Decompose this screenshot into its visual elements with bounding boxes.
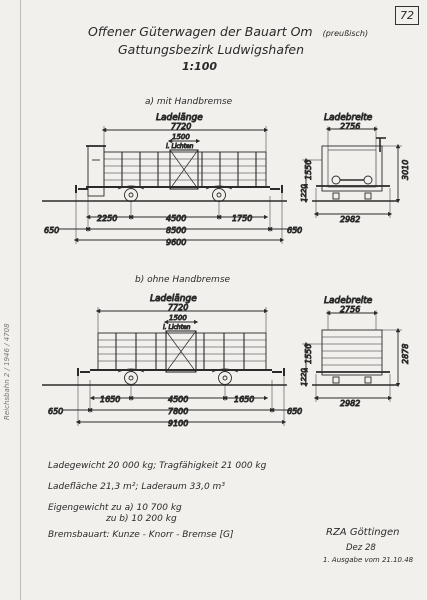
vb-over-body: 7800 bbox=[168, 407, 189, 416]
spec-bremsbauart: Bremsbauart: Kunze - Knorr - Bremse [G] bbox=[48, 530, 234, 540]
vb-ladebreite-label: Ladebreite bbox=[324, 296, 373, 306]
va-height-buffer: 1220 bbox=[300, 184, 308, 202]
title-note: (preußisch) bbox=[322, 29, 369, 38]
issuer-code: Dez 28 bbox=[346, 543, 376, 553]
title-line-2: Gattungsbezirk Ludwigshafen bbox=[118, 42, 305, 57]
brake-cabin bbox=[88, 146, 104, 196]
va-height-floor: 1550 bbox=[304, 159, 313, 180]
va-width-total: 2982 bbox=[340, 215, 361, 224]
wagon-body bbox=[104, 152, 266, 187]
vb-width-total: 2982 bbox=[340, 399, 361, 408]
va-ladebreite-value: 2756 bbox=[340, 122, 361, 131]
wheel-left bbox=[125, 189, 138, 202]
va-overhang-right: 650 bbox=[287, 226, 303, 235]
drawing-scale: 1:100 bbox=[182, 60, 218, 73]
va-dim-b: 4500 bbox=[166, 214, 187, 223]
variant-b-end-view bbox=[302, 310, 402, 402]
vb-dim-b: 4500 bbox=[168, 395, 189, 404]
wheel-left bbox=[125, 372, 138, 385]
spec-eigengewicht-b: zu b) 10 200 kg bbox=[106, 514, 177, 524]
vb-door-note: i. Lichten bbox=[163, 324, 191, 331]
wheel-right bbox=[219, 372, 232, 385]
wheel-right bbox=[213, 189, 226, 202]
va-height-total: 3010 bbox=[401, 159, 410, 180]
va-door-width: 1500 bbox=[172, 133, 190, 141]
end-wall bbox=[322, 146, 382, 191]
spec-ladegewicht: Ladegewicht 20 000 kg; Tragfähigkeit 21 000 kg bbox=[48, 461, 267, 471]
va-over-buffers: 9600 bbox=[166, 238, 187, 247]
va-dim-c: 1750 bbox=[232, 214, 253, 223]
spec-eigengewicht-a: Eigengewicht zu a) 10 700 kg bbox=[48, 503, 182, 513]
margin-note: Reichsbahn 2 / 1946 / 4708 bbox=[3, 323, 11, 420]
va-over-body: 8500 bbox=[166, 226, 187, 235]
issuer-office: RZA Göttingen bbox=[326, 527, 400, 538]
vb-overhang-left: 650 bbox=[48, 407, 64, 416]
variant-a-heading: a) mit Handbremse bbox=[145, 97, 233, 107]
vb-dim-a: 1650 bbox=[100, 395, 121, 404]
wagon-body bbox=[98, 333, 266, 370]
va-overhang-left: 650 bbox=[44, 226, 60, 235]
spec-ladeflaeche: Ladefläche 21,3 m²; Laderaum 33,0 m³ bbox=[48, 482, 225, 492]
va-door-note: i. Lichten bbox=[166, 143, 194, 150]
page-number: 72 bbox=[395, 6, 419, 25]
variant-b-heading: b) ohne Handbremse bbox=[135, 275, 231, 285]
vb-door-width: 1500 bbox=[169, 314, 187, 322]
vb-height-floor: 1550 bbox=[304, 343, 313, 364]
va-dim-a: 2250 bbox=[97, 214, 118, 223]
va-ladebreite-label: Ladebreite bbox=[324, 113, 373, 123]
vb-ladelaenge-label: Ladelänge bbox=[150, 294, 197, 304]
vb-ladelaenge-value: 7720 bbox=[168, 303, 189, 312]
vb-dim-c: 1650 bbox=[234, 395, 255, 404]
vb-height-total: 2878 bbox=[401, 343, 410, 364]
issuer-edition: 1. Ausgabe vom 21.10.48 bbox=[323, 556, 414, 564]
va-ladelaenge-label: Ladelänge bbox=[156, 113, 203, 123]
vb-ladebreite-value: 2756 bbox=[340, 305, 361, 314]
vb-over-buffers: 9100 bbox=[168, 419, 189, 428]
variant-a-end-view bbox=[302, 126, 402, 218]
va-ladelaenge-value: 7720 bbox=[171, 122, 192, 131]
title-main: Offener Güterwagen der Bauart Om bbox=[88, 24, 313, 39]
vb-overhang-right: 650 bbox=[287, 407, 303, 416]
vb-height-buffer: 1220 bbox=[300, 368, 308, 386]
